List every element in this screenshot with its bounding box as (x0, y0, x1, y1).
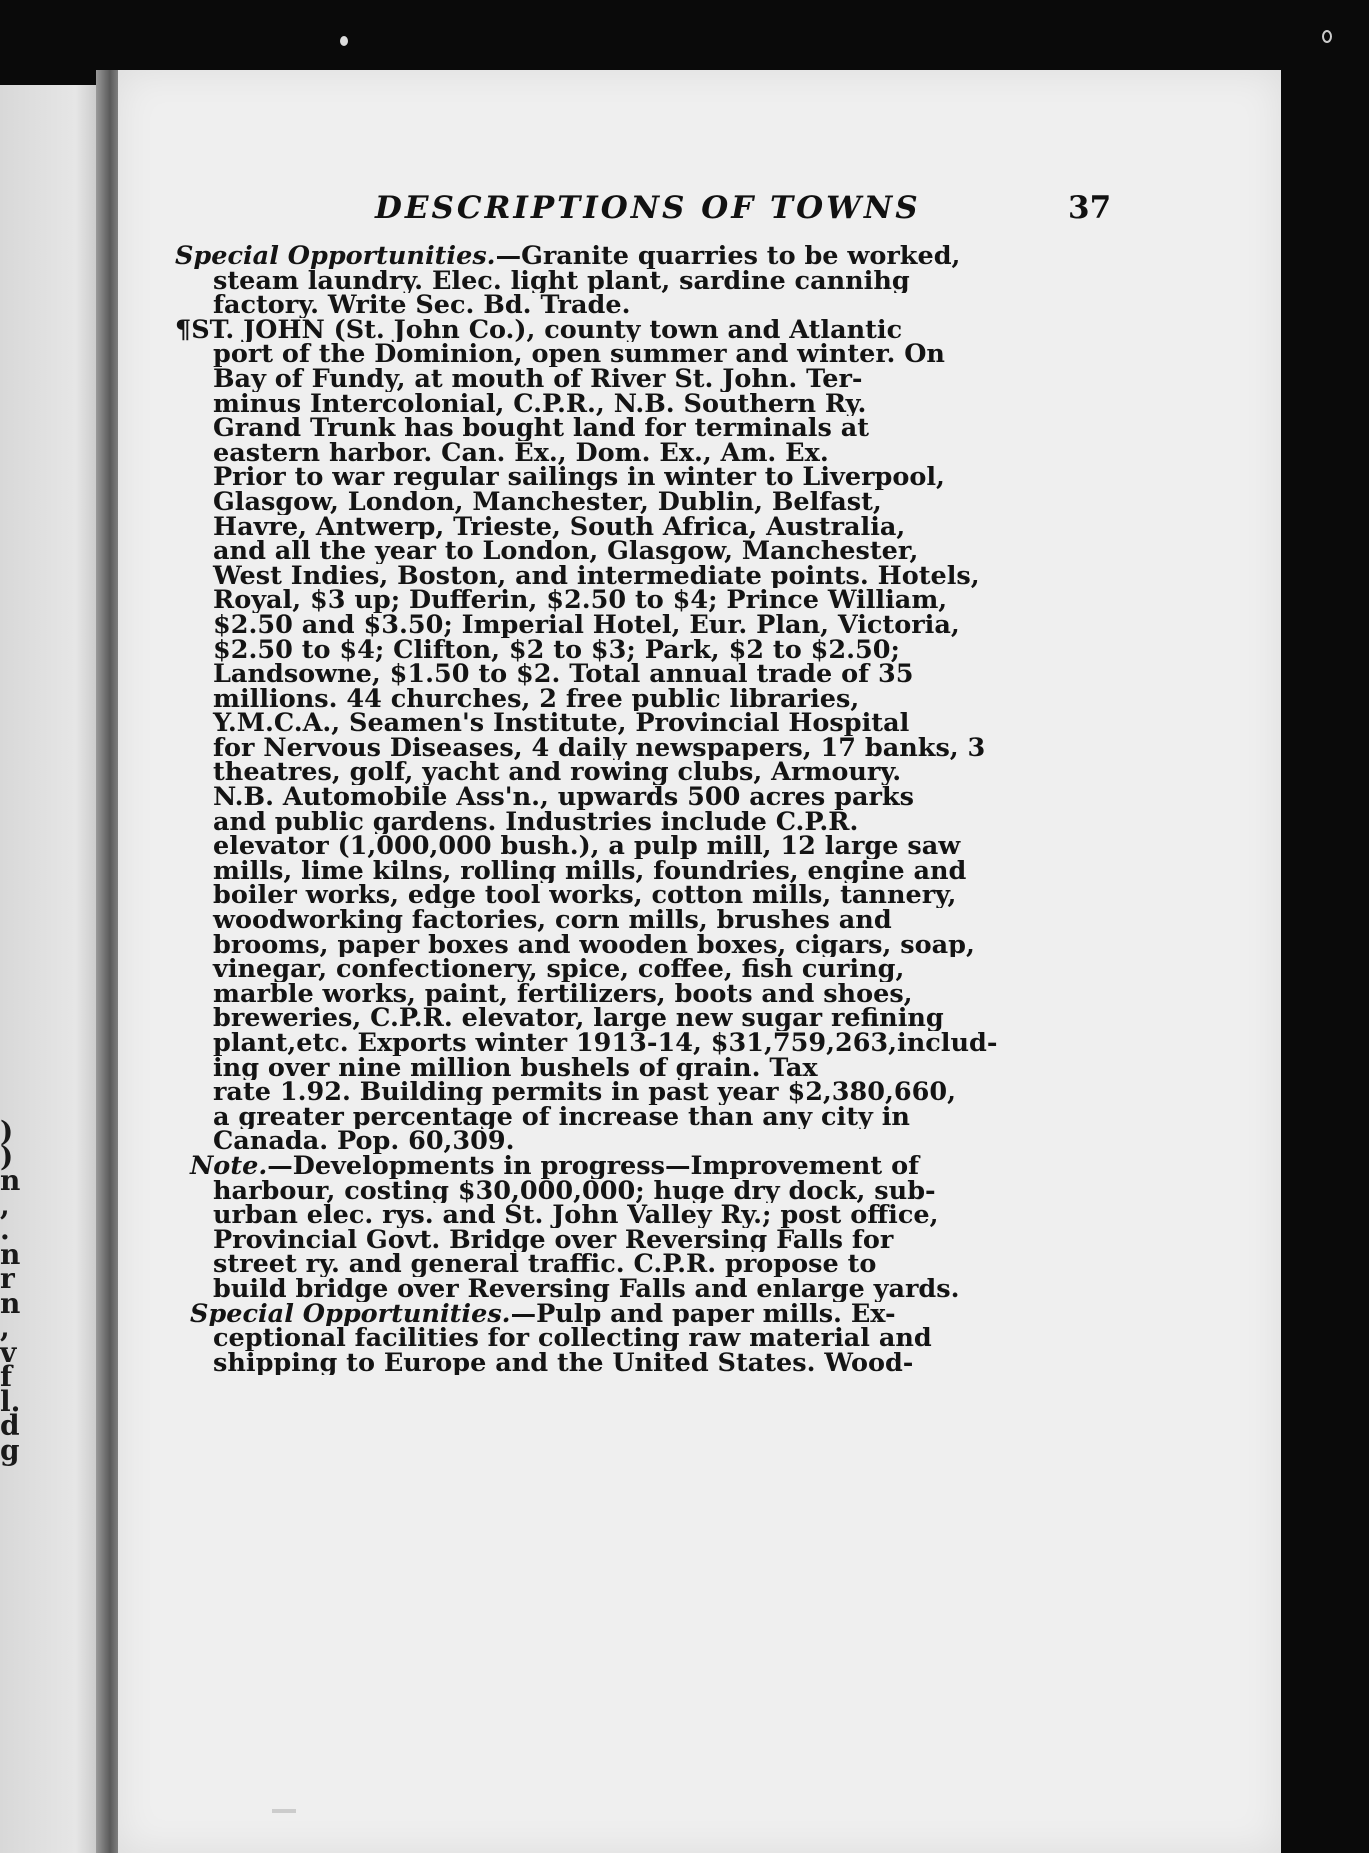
text-line: woodworking factories, corn mills, brushes and (213, 908, 892, 933)
text-line: steam laundry. Elec. light plant, sardine cannihg (213, 268, 910, 294)
text-line: a greater percentage of increase than any city in (213, 1104, 910, 1130)
text-line: build bridge over Reversing Falls and enlarge yards. (213, 1276, 960, 1302)
text-line: rate 1.92. Building permits in past year $2,380,660, (213, 1080, 957, 1105)
page-header (118, 190, 1281, 230)
facing-page-char: l. (0, 1384, 21, 1418)
running-title: DESCRIPTIONS OF TOWNS (375, 190, 921, 226)
text-line: $2.50 and $3.50; Imperial Hotel, Eur. Plan, Victoria, (213, 612, 960, 638)
paragraph-heading: Special Opportunities. (190, 1301, 511, 1327)
text-line-rest: —Developments in progress—Improvement of (267, 1153, 920, 1179)
facing-page-char: n (0, 1237, 21, 1271)
facing-page-char: n (0, 1164, 21, 1197)
text-line: eastern harbor. Can. Ex., Dom. Ex., Am. Ex. (213, 440, 829, 466)
text-line (175, 318, 1115, 343)
paragraph-heading: Special Opportunities. (175, 244, 496, 269)
paragraph-heading: Note. (190, 1153, 268, 1179)
text-line: marble works, paint, fertilizers, boots and shoes, (213, 981, 913, 1007)
scan-artifact-mark (272, 1809, 296, 1813)
note-lines (175, 1179, 1115, 1302)
facing-page-char: , (0, 1311, 10, 1344)
facing-page-char: ) (0, 1115, 14, 1148)
scan-artifact-mark (340, 36, 348, 46)
text-line: mills, lime kilns, rolling mills, foundries, engine and (213, 858, 967, 884)
text-line: $2.50 to $4; Clifton, $2 to $3; Park, $2 to $2.50; (213, 637, 900, 663)
book-page (118, 70, 1281, 1853)
text-line: and public gardens. Industries include C.P.R. (213, 809, 859, 835)
text-line: for Nervous Diseases, 4 daily newspapers, 17 banks, 3 (213, 735, 986, 761)
text-line (175, 1302, 1115, 1327)
text-line: factory. Write Sec. Bd. Trade. (213, 293, 631, 318)
text-line: breweries, C.P.R. elevator, large new sugar refining (213, 1006, 944, 1031)
text-line: theatres, golf, yacht and rowing clubs, Armoury. (213, 760, 902, 786)
text-line: street ry. and general traffic. C.P.R. propose to (213, 1252, 877, 1277)
text-line: plant,etc. Exports winter 1913-14, $31,759,263,includ- (213, 1031, 998, 1056)
facing-page-char: v (0, 1335, 17, 1369)
text-line: elevator (1,000,000 bush.), a pulp mill, 12 large saw (213, 834, 961, 859)
facing-page-char: n (0, 1286, 21, 1320)
facing-page-char: . (0, 1213, 10, 1246)
facing-page-char: ) (0, 1139, 14, 1173)
text-line: Grand Trunk has bought land for terminals at (213, 416, 870, 441)
text-line: ceptional facilities for collecting raw material and (213, 1326, 932, 1351)
text-line: brooms, paper boxes and wooden boxes, cigars, soap, (213, 932, 975, 958)
text-line: Royal, $3 up; Dufferin, $2.50 to $4; Prince William, (213, 588, 948, 613)
facing-page-edge (0, 85, 108, 1853)
st-john-lines (175, 342, 1115, 1154)
text-line-rest: —Pulp and paper mills. Ex- (510, 1301, 896, 1327)
pilcrow-mark: ¶ (175, 317, 192, 343)
facing-page-char: g (0, 1433, 20, 1467)
text-line: Prior to war regular sailings in winter to Liverpool, (213, 465, 945, 490)
facing-page-char: r (0, 1262, 15, 1295)
text-line: Bay of Fundy, at mouth of River St. John. Ter- (213, 366, 863, 392)
text-line: and all the year to London, Glasgow, Manchester, (213, 539, 919, 564)
text-line: millions. 44 churches, 2 free public libraries, (213, 686, 860, 712)
text-line: port of the Dominion, open summer and winter. On (213, 342, 945, 367)
text-line: Canada. Pop. 60,309. (213, 1129, 515, 1154)
text-line (175, 1154, 1115, 1179)
text-line: Glasgow, London, Manchester, Dublin, Belfast, (213, 489, 882, 515)
text-line: Y.M.C.A., Seamen's Institute, Provincial Hospital (213, 711, 910, 736)
text-line: urban elec. rys. and St. John Valley Ry.; post office, (213, 1203, 939, 1228)
text-line: vinegar, confectionery, spice, coffee, fish curing, (213, 957, 905, 982)
facing-page-char: f (0, 1360, 13, 1393)
text-line-rest: —Granite quarries to be worked, (495, 244, 961, 269)
facing-page-text-fragments (0, 1115, 21, 1467)
page-number: 37 (1068, 190, 1112, 226)
paragraph-special-opportunities-2 (175, 1302, 1115, 1376)
text-line: Havre, Antwerp, Trieste, South Africa, Australia, (213, 514, 906, 540)
paragraph-special-opportunities (175, 244, 1115, 318)
facing-page-char: , (0, 1188, 10, 1222)
facing-page-char: d (0, 1409, 20, 1442)
text-line: N.B. Automobile Ass'n., upwards 500 acres parks (213, 785, 914, 810)
paragraph-note (175, 1154, 1115, 1302)
special-opportunities-2-lines (175, 1326, 1115, 1375)
scan-artifact-mark (1322, 30, 1332, 43)
text-line: West Indies, Boston, and intermediate points. Hotels, (213, 563, 980, 589)
text-line: minus Intercolonial, C.P.R., N.B. Southern Ry. (213, 391, 867, 417)
text-line: boiler works, edge tool works, cotton mills, tannery, (213, 883, 957, 909)
text-line: shipping to Europe and the United States. Wood- (213, 1350, 914, 1376)
text-line: Provincial Govt. Bridge over Reversing Falls for (213, 1227, 894, 1253)
paragraph-st-john (175, 318, 1115, 1154)
text-line-rest: ST. JOHN (St. John Co.), county town and Atlantic (191, 317, 903, 343)
page-body-text (175, 244, 1115, 1375)
text-line (175, 244, 1115, 269)
text-line: harbour, costing $30,000,000; huge dry dock, sub- (213, 1178, 936, 1204)
text-line: ing over nine million bushels of grain. Tax (213, 1055, 818, 1081)
text-line: Landsowne, $1.50 to $2. Total annual trade of 35 (213, 662, 914, 687)
